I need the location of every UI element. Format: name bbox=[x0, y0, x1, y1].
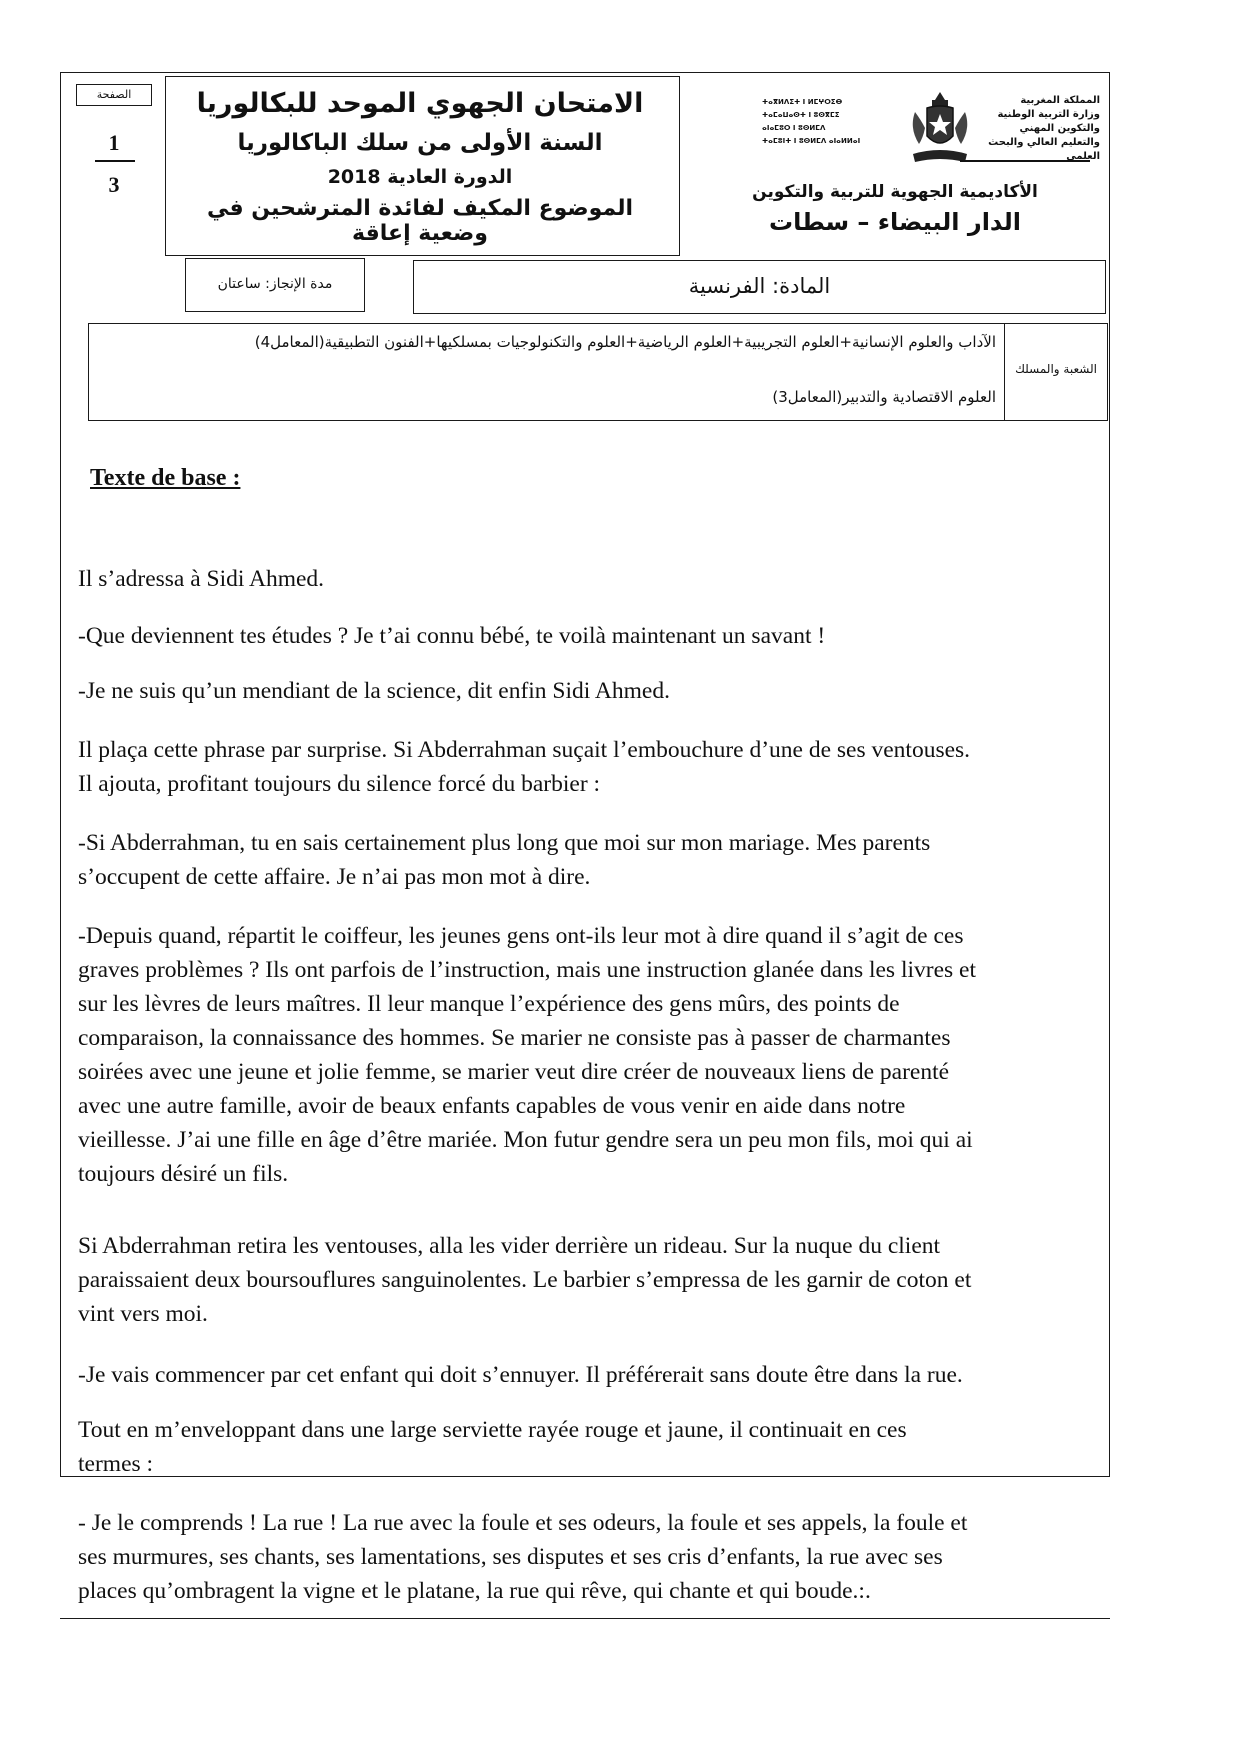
paragraph bbox=[78, 674, 1128, 708]
page-number-box bbox=[76, 84, 152, 106]
stream-line-2: العلوم الاقتصادية والتدبير(المعامل3) bbox=[772, 388, 996, 406]
ministry-line: والتكوين المهني bbox=[1019, 123, 1100, 134]
subject-box bbox=[413, 260, 1106, 314]
paragraph bbox=[78, 1229, 1128, 1331]
paragraph bbox=[78, 1506, 1128, 1608]
tifinagh-line: ⵜⴰⴳⵍⴷⵉⵜ ⵏ ⵍⵎⵖⵔⵉⴱ bbox=[762, 98, 843, 106]
paragraph bbox=[78, 1358, 1128, 1392]
text-line: s’occupent de cette affaire. Je n’ai pas mon mot à dire. bbox=[78, 864, 591, 890]
paragraph bbox=[78, 733, 1128, 801]
ministry-line: المملكة المغربية bbox=[1020, 95, 1100, 106]
ministry-line: وزارة التربية الوطنية bbox=[997, 109, 1100, 120]
tifinagh-line: ⴰⵏⴰⵎⵓⵔ ⵏ ⵓⵙⵍⵎⴷ bbox=[762, 124, 826, 132]
paragraph bbox=[78, 919, 1128, 1191]
text-line: toujours désiré un fils. bbox=[78, 1161, 289, 1187]
text-line: -Si Abderrahman, tu en sais certainement plus long que moi sur mon mariage. Mes parents bbox=[78, 830, 931, 856]
text-line: Il plaça cette phrase par surprise. Si Abderrahman suçait l’embouchure d’une de ses ventouses. bbox=[78, 737, 971, 763]
tifinagh-line: ⵜⴰⵎⵓⵏⵜ ⵏ ⵓⵙⵍⵎⴷ ⴰⵏⴰⵍⵍⴰⵏ bbox=[762, 137, 861, 145]
paragraph bbox=[78, 619, 1128, 653]
text-line: Tout en m’enveloppant dans une large serviette rayée rouge et jaune, il continuait en ces bbox=[78, 1417, 907, 1443]
stream-label: الشعبة والمسلك bbox=[1015, 362, 1097, 376]
exam-subject: المادة: الفرنسية bbox=[688, 274, 831, 298]
text-line: - Je le comprends ! La rue ! La rue avec la foule et ses odeurs, la foule et ses appels, la foule et bbox=[78, 1510, 968, 1536]
text-line: vint vers moi. bbox=[78, 1301, 208, 1327]
exam-title: الامتحان الجهوي الموحد للبكالوريا bbox=[196, 88, 644, 119]
text-line: sur les lèvres de leurs maîtres. Il leur manque l’expérience des gens mûrs, des points de bbox=[78, 991, 900, 1017]
text-heading: Texte de base : bbox=[90, 465, 241, 491]
text-line: avec une autre famille, avoir de beaux enfants capables de vous venir en aide dans notre bbox=[78, 1093, 906, 1119]
stream-line-1: الآداب والعلوم الإنسانية+العلوم التجريبية+العلوم الرياضية+العلوم والتكنولوجيات بمسلكيها+الفنون التطبيقية(المعامل4) bbox=[254, 333, 996, 351]
text-line: Il s’adressa à Sidi Ahmed. bbox=[78, 566, 325, 592]
exam-level: السنة الأولى من سلك الباكالوريا bbox=[237, 130, 603, 156]
page-fraction-divider bbox=[95, 160, 135, 162]
bottom-rule bbox=[60, 1618, 1110, 1619]
text-line: ses murmures, ses chants, ses lamentations, ses disputes et ses cris d’enfants, la rue avec ses bbox=[78, 1544, 943, 1570]
tifinagh-line: ⵜⴰⵎⴰⵡⴰⵙⵜ ⵏ ⵓⵙⴳⵎⵉ bbox=[762, 111, 840, 119]
text-line: -Je ne suis qu’un mendiant de la science, dit enfin Sidi Ahmed. bbox=[78, 678, 670, 704]
text-line: paraissaient deux boursouflures sanguinolentes. Le barbier s’empressa de les garnir de coton et bbox=[78, 1267, 972, 1293]
text-line: -Je vais commencer par cet enfant qui doit s’ennuyer. Il préférerait sans doute être dans la rue. bbox=[78, 1362, 963, 1388]
text-line: termes : bbox=[78, 1451, 154, 1477]
page-label: الصفحة bbox=[96, 88, 132, 101]
page-number: 1 bbox=[108, 130, 120, 155]
academy-name: الأكاديمية الجهوية للتربية والتكوين bbox=[752, 182, 1038, 202]
paragraph bbox=[78, 826, 1128, 894]
text-line: vieillesse. J’ai une fille en âge d’être mariée. Mon futur gendre sera un peu mon fils, moi qui ai bbox=[78, 1127, 973, 1153]
text-line: graves problèmes ? Ils ont parfois de l’instruction, mais une instruction glanée dans les livres et bbox=[78, 957, 976, 983]
exam-session: الدورة العادية 2018 bbox=[327, 166, 513, 188]
academy-region: الدار البيضاء – سطات bbox=[768, 208, 1022, 236]
exam-duration: مدة الإنجاز: ساعتان bbox=[217, 276, 333, 292]
ministry-block bbox=[978, 94, 1100, 164]
adapted-subject: الموضوع المكيف لفائدة المترشحين في وضعية إعاقة bbox=[206, 196, 634, 246]
text-line: -Que deviennent tes études ? Je t’ai connu bébé, te voilà maintenant un savant ! bbox=[78, 623, 826, 649]
text-line: -Depuis quand, répartit le coiffeur, les jeunes gens ont-ils leur mot à dire quand il s’agit de ces bbox=[78, 923, 964, 949]
ministry-underline bbox=[960, 160, 1090, 162]
paragraph bbox=[78, 562, 1128, 596]
duration-box bbox=[185, 258, 365, 312]
page-total: 3 bbox=[108, 172, 120, 197]
text-line: Il ajouta, profitant toujours du silence forcé du barbier : bbox=[78, 771, 601, 797]
text-line: Si Abderrahman retira les ventouses, alla les vider derrière un rideau. Sur la nuque du client bbox=[78, 1233, 941, 1259]
text-line: places qu’ombragent la vigne et le platane, la rue qui rêve, qui chante et qui boude.:. bbox=[78, 1578, 871, 1604]
stream-divider bbox=[1004, 323, 1005, 421]
paragraph bbox=[78, 1413, 1128, 1481]
text-line: soirées avec une jeune et jolie femme, se marier veut dire créer de nouveaux liens de parenté bbox=[78, 1059, 950, 1085]
coat-of-arms-emblem bbox=[905, 88, 975, 168]
tifinagh-block bbox=[762, 96, 902, 148]
ministry-line: والتعليم العالي والبحث العلمي bbox=[988, 137, 1100, 162]
text-line: comparaison, la connaissance des hommes. Se marier ne consiste pas à passer de charmantes bbox=[78, 1025, 951, 1051]
